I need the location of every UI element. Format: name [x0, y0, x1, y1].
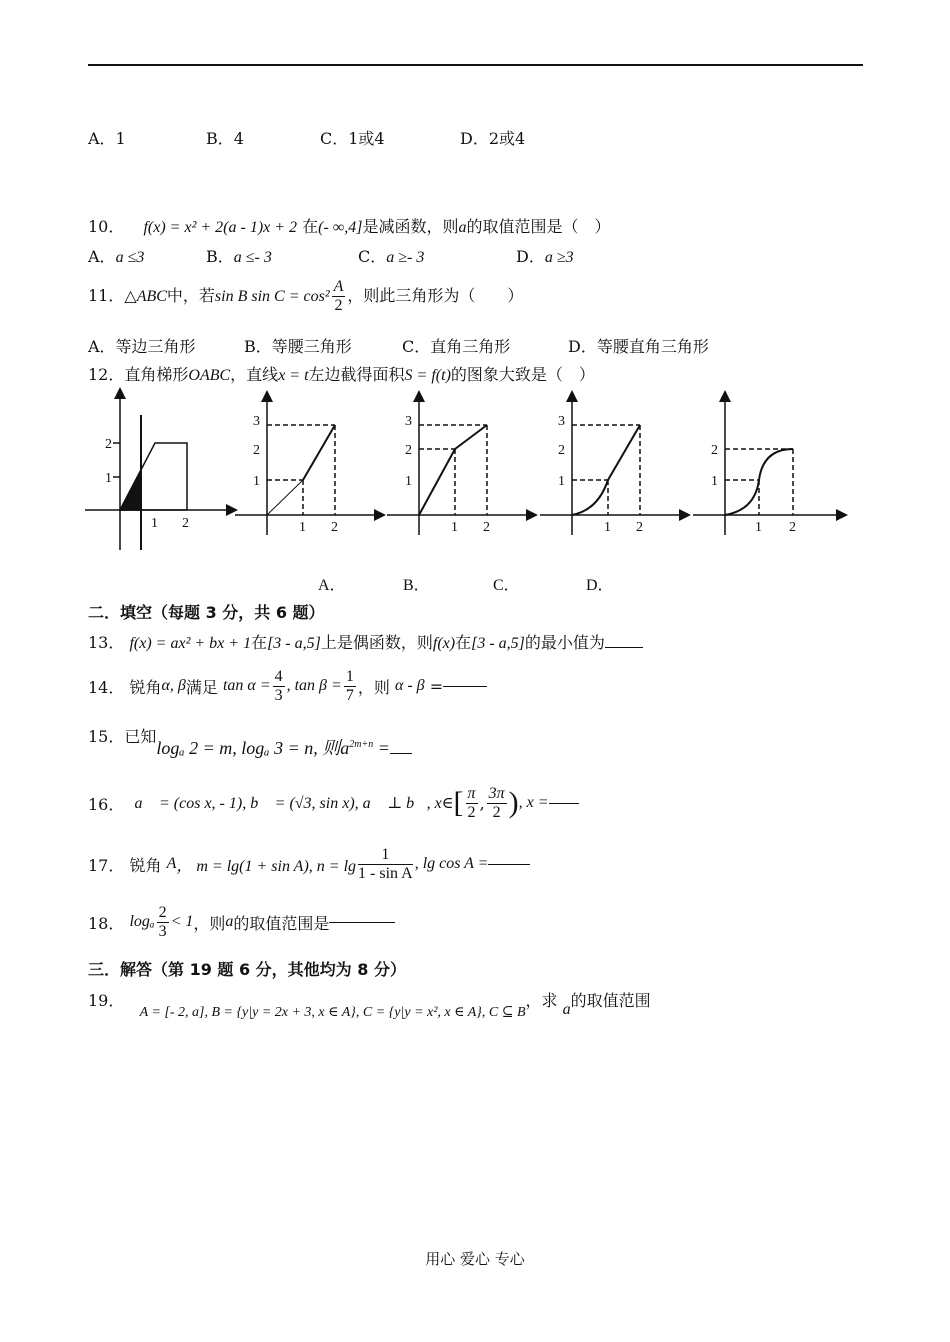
q18-lt: < 1 — [170, 913, 194, 930]
q14-text: 锐角 — [129, 677, 162, 697]
tick-label: 2 — [636, 520, 643, 535]
q13-text: 上是偶函数，则 — [320, 633, 433, 652]
q16-frac-2: $\frac{3\pi}{2}$ — [488, 784, 505, 821]
q12-text: 的图象大致是（ ） — [450, 365, 595, 384]
graph-b — [387, 393, 535, 535]
option-label: D． — [516, 247, 545, 266]
q12-line: x = t — [278, 367, 309, 384]
question-number: 19． — [88, 991, 125, 1010]
option-label: C． — [358, 247, 387, 266]
question-number: 10． — [88, 217, 125, 236]
tick-label: 3 — [253, 414, 260, 429]
graph-label-a: A． — [318, 577, 346, 594]
q15-exponent: 2m+n — [349, 739, 374, 750]
q11-text: 中，若 — [166, 286, 215, 305]
graph-label-b: B． — [403, 577, 430, 594]
q12-text: 左边截得面积 — [308, 365, 405, 384]
q12-text: 直角梯形 — [124, 365, 189, 384]
q12-trapezoid: OABC — [188, 367, 231, 384]
question-number: 17． — [88, 855, 125, 875]
graph-a — [235, 393, 383, 535]
q19-expr: A = [- 2, a], B = {y|y = 2x + 3, x ∈ A}, C = {y|y = x², x ∈ A}, C ⊆ B — [139, 1005, 526, 1020]
tick-label: 1 — [451, 520, 458, 535]
tick-label: 1 — [755, 520, 762, 535]
graph-label-d: D． — [586, 577, 614, 594]
tick-label: 1 — [151, 516, 158, 531]
q19-var: a — [562, 1001, 571, 1018]
q15-text: 已知 — [124, 727, 157, 746]
answer-blank[interactable] — [390, 752, 412, 754]
q11-options — [88, 334, 709, 357]
answer-blank[interactable] — [605, 646, 643, 648]
q11-option-c: C．直角三角形 — [402, 337, 511, 356]
q9-option-c: C．1或4 — [320, 129, 385, 148]
q17-text: 锐角 — [129, 855, 162, 875]
q18-text: 的取值范围是 — [233, 913, 330, 933]
q14-tan-beta: , tan β = — [286, 677, 342, 694]
q16-tail: , x = — [518, 794, 549, 811]
section-2-heading: 二．填空（每题 3 分，共 6 题） — [88, 603, 325, 622]
answer-blank[interactable] — [549, 802, 579, 804]
tick-label: 2 — [182, 516, 189, 531]
q10-function: f(x) = x² + 2(a - 1)x + 2 — [143, 219, 298, 236]
q9-option-b: B．4 — [206, 129, 244, 148]
question-number: 14． — [88, 677, 125, 697]
bracket-close: ) — [508, 786, 519, 819]
question-11 — [88, 278, 523, 315]
question-number: 11． — [88, 286, 125, 305]
tick-label: 2 — [253, 443, 260, 458]
q18-text: ，则 — [193, 913, 226, 933]
tick-label: 2 — [711, 443, 718, 458]
tick-label: 2 — [558, 443, 565, 458]
q17-tail: , lg cos A = — [414, 855, 489, 872]
q10-options — [88, 244, 574, 267]
bracket-open: [ — [453, 786, 464, 819]
trapezoid-figure — [85, 390, 235, 550]
q17-frac: $\frac{1}{\text{1 - sin A}}$ — [358, 845, 413, 882]
q11-expr: sin B sin C = cos² — [214, 288, 330, 305]
q9-option-d: D．2或4 — [460, 129, 526, 148]
q14-frac-1: $\frac{4}{3}$ — [274, 667, 283, 704]
question-number: 15． — [88, 727, 125, 746]
q9-option-a: A．1 — [88, 129, 126, 148]
q11-text: ，则此三角形为（ ） — [347, 286, 524, 305]
q12-area: S = f(t) — [404, 367, 451, 384]
page-footer: 用心 爱心 专心 — [425, 1250, 525, 1268]
question-18 — [88, 898, 395, 946]
section-3-heading: 三．解答（第 19 题 6 分，其他均为 8 分） — [88, 960, 406, 979]
answer-blank[interactable] — [488, 863, 530, 865]
option-math: a ≤- 3 — [233, 249, 272, 266]
tick-label: 3 — [405, 414, 412, 429]
tick-label: 2 — [405, 443, 412, 458]
q10-text: 是减函数，则 — [362, 217, 459, 236]
option-math: a ≥- 3 — [386, 249, 425, 266]
q13-text: 在 — [251, 633, 268, 652]
question-number: 18． — [88, 913, 125, 933]
tick-label: 1 — [253, 474, 260, 489]
q19-text: 的取值范围 — [570, 991, 651, 1010]
q10-text: 在 — [302, 217, 319, 236]
question-17 — [88, 840, 530, 888]
tick-label: 3 — [558, 414, 565, 429]
q18-log: logₐ — [129, 913, 155, 930]
option-math: a ≤3 — [115, 249, 145, 266]
q11-option-b: B．等腰三角形 — [244, 337, 352, 356]
question-12 — [88, 362, 595, 385]
q10-var: a — [458, 219, 467, 236]
question-number: 13． — [88, 633, 125, 652]
answer-blank[interactable] — [329, 921, 395, 923]
q14-diff: α - β — [394, 677, 425, 694]
q19-text: ，求 — [525, 991, 558, 1010]
q13-fx: f(x) — [432, 635, 456, 652]
question-15 — [88, 722, 412, 758]
q9-options — [88, 126, 525, 149]
graph-c — [540, 393, 688, 535]
option-label: B． — [206, 247, 234, 266]
tick-label: 1 — [299, 520, 306, 535]
tick-label: 2 — [789, 520, 796, 535]
question-13 — [88, 630, 643, 653]
tick-label: 1 — [711, 474, 718, 489]
tick-label: 1 — [405, 474, 412, 489]
q15-eq: = — [373, 738, 390, 758]
question-10 — [88, 214, 610, 237]
question-number: 12． — [88, 365, 125, 384]
answer-blank[interactable] — [443, 685, 487, 687]
q15-expr: logₐ 2 = m, logₐ 3 = n, 则a — [156, 738, 350, 758]
tick-label: 2 — [331, 520, 338, 535]
q13-function: f(x) = ax² + bx + 1 — [129, 635, 252, 652]
q14-tan-alpha: tan α = — [222, 677, 271, 694]
q14-text: ，则 — [357, 677, 390, 697]
q15-expr-wrap — [156, 738, 411, 758]
q18-frac: $\frac{2}{3}$ — [158, 903, 167, 940]
q14-frac-2: $\frac{1}{7}$ — [345, 667, 354, 704]
header-rule — [88, 64, 863, 66]
question-16: 16． a⃗ = (cos x, - 1), b⃗ = (√3, sin x), a⃗ ⊥ b⃗, x∈ [ $\frac{\pi}{2}$ , $\frac{3\pi}{2}$ ) , x = — [88, 780, 579, 826]
q17-expr: ， m = lg(1 + sin A), n = lg — [176, 857, 357, 875]
q18-var: a — [225, 913, 234, 930]
q16-expr: a⃗ = (cos x, - 1), b⃗ = (√3, sin x), a⃗ ⊥ b⃗, x∈ — [134, 795, 454, 812]
q11-option-d: D．等腰直角三角形 — [568, 337, 709, 356]
option-label: A． — [88, 247, 116, 266]
graph-label-c: C． — [493, 577, 520, 594]
question-14 — [88, 662, 487, 710]
q17-var: A — [166, 855, 177, 872]
tick-label: 1 — [558, 474, 565, 489]
q14-eq: = — [429, 676, 444, 696]
q11-triangle: ABC — [136, 288, 167, 305]
q16-frac-1: $\frac{\pi}{2}$ — [467, 784, 476, 821]
tick-label: 1 — [105, 471, 112, 486]
option-math: a ≥3 — [544, 249, 574, 266]
triangle-symbol: △ — [124, 286, 137, 305]
q10-interval: (- ∞,4] — [318, 219, 363, 236]
tick-label: 2 — [105, 437, 112, 452]
q14-text: 满足 — [185, 677, 218, 697]
question-19 — [88, 988, 868, 1020]
q12-text: ，直线 — [230, 365, 279, 384]
q11-fraction: $\frac{A}{2}$ — [333, 278, 344, 314]
q13-text: 的最小值为 — [524, 633, 605, 652]
tick-label: 2 — [483, 520, 490, 535]
q14-vars: α, β — [161, 677, 186, 694]
q13-interval: [3 - a,5] — [471, 635, 525, 652]
q13-text: 在 — [455, 633, 472, 652]
q11-option-a: A．等边三角形 — [88, 337, 196, 356]
tick-label: 1 — [604, 520, 611, 535]
q10-text: 的取值范围是（ ） — [466, 217, 611, 236]
q13-interval: [3 - a,5] — [267, 635, 321, 652]
question-number: 16． — [88, 794, 125, 814]
q12-graphs — [85, 385, 855, 555]
graph-d — [693, 393, 845, 535]
